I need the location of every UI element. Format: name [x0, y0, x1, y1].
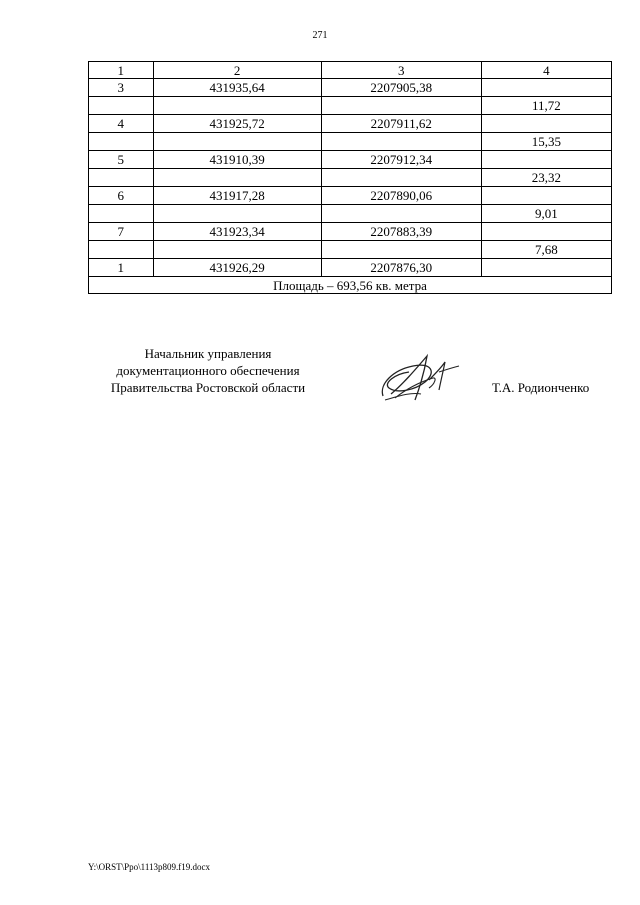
point-number-cell: 3	[89, 79, 154, 97]
handwritten-signature	[375, 350, 465, 406]
column-header: 1	[89, 62, 154, 79]
segment-length-cell: 15,35	[481, 133, 611, 151]
y-coordinate-cell: 2207905,38	[321, 79, 481, 97]
point-row	[89, 223, 612, 241]
y-coordinate-cell: 2207883,39	[321, 223, 481, 241]
table-header-row	[89, 62, 612, 79]
coordinates-table	[88, 61, 612, 294]
y-coordinate-cell: 2207911,62	[321, 115, 481, 133]
page-number: 271	[312, 30, 328, 41]
segment-length-cell: 11,72	[481, 97, 611, 115]
area-total: Площадь – 693,56 кв. метра	[89, 277, 612, 294]
point-row	[89, 259, 612, 277]
y-coordinate-cell: 2207912,34	[321, 151, 481, 169]
point-number-cell: 5	[89, 151, 154, 169]
empty-cell	[153, 241, 321, 259]
empty-cell	[481, 151, 611, 169]
y-coordinate-cell: 2207876,30	[321, 259, 481, 277]
point-number-cell: 6	[89, 187, 154, 205]
column-header: 4	[481, 62, 611, 79]
signer-position-line: Начальник управления	[144, 346, 272, 361]
empty-cell	[89, 133, 154, 151]
segment-row	[89, 205, 612, 223]
segment-length-cell: 23,32	[481, 169, 611, 187]
empty-cell	[321, 97, 481, 115]
empty-cell	[321, 241, 481, 259]
empty-cell	[89, 97, 154, 115]
segment-length-cell: 9,01	[481, 205, 611, 223]
signer-position-line: Правительства Ростовской области	[110, 380, 306, 395]
empty-cell	[153, 133, 321, 151]
x-coordinate-cell: 431917,28	[153, 187, 321, 205]
x-coordinate-cell: 431926,29	[153, 259, 321, 277]
file-path-footer: Y:\ORST\Ppo\1113p809.f19.docx	[88, 862, 211, 872]
empty-cell	[481, 259, 611, 277]
segment-row	[89, 169, 612, 187]
segment-row	[89, 97, 612, 115]
empty-cell	[89, 169, 154, 187]
point-row	[89, 115, 612, 133]
empty-cell	[153, 205, 321, 223]
signer-position	[88, 345, 328, 396]
x-coordinate-cell: 431935,64	[153, 79, 321, 97]
signer-position-line: документационного обеспечения	[116, 363, 300, 378]
segment-row	[89, 133, 612, 151]
empty-cell	[89, 205, 154, 223]
empty-cell	[321, 169, 481, 187]
point-number-cell: 4	[89, 115, 154, 133]
point-number-cell: 1	[89, 259, 154, 277]
point-row	[89, 151, 612, 169]
point-number-cell: 7	[89, 223, 154, 241]
empty-cell	[481, 223, 611, 241]
x-coordinate-cell: 431910,39	[153, 151, 321, 169]
x-coordinate-cell: 431923,34	[153, 223, 321, 241]
empty-cell	[481, 79, 611, 97]
y-coordinate-cell: 2207890,06	[321, 187, 481, 205]
empty-cell	[89, 241, 154, 259]
empty-cell	[481, 115, 611, 133]
point-row	[89, 187, 612, 205]
empty-cell	[153, 97, 321, 115]
signer-name: Т.А. Родионченко	[492, 380, 590, 395]
point-row	[89, 79, 612, 97]
x-coordinate-cell: 431925,72	[153, 115, 321, 133]
segment-length-cell: 7,68	[481, 241, 611, 259]
empty-cell	[321, 205, 481, 223]
empty-cell	[321, 133, 481, 151]
area-row	[89, 277, 612, 294]
empty-cell	[481, 187, 611, 205]
segment-row	[89, 241, 612, 259]
column-header: 2	[153, 62, 321, 79]
column-header: 3	[321, 62, 481, 79]
empty-cell	[153, 169, 321, 187]
